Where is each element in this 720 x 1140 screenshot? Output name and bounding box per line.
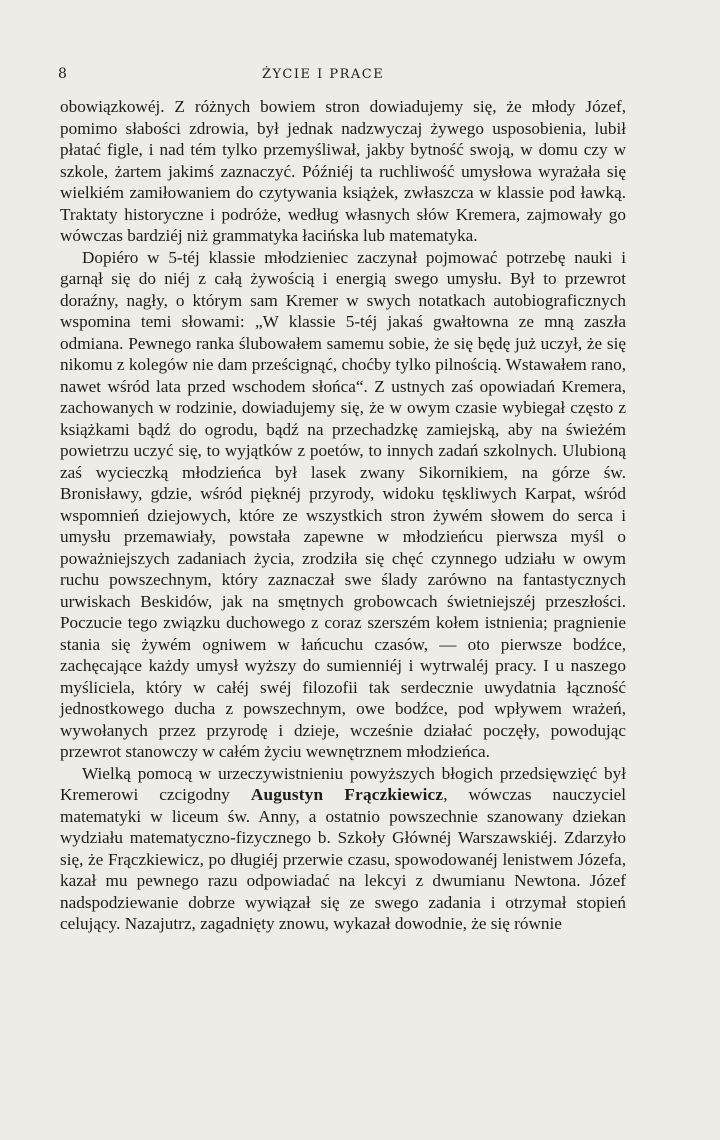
paragraph [60,763,626,935]
running-title: ŻYCIE I PRACE [262,67,385,82]
paragraph-text: , wówczas nauczyciel matematyki w liceum św. Anny, a ostatnio powszechnie szanowany dziekan wydziału matematyczno-fizycznego b. Szkoły Głównéj Warszawskiéj. Zdarzyło się, że Frączkiewicz, po długiéj przerwie czasu, spowodowanéj lenistwem Józefa, kazał mu pewnego razu odpowiadać na lekcyi z dwumianu Newtona. Józef nadspodziewanie dobrze wywiązał się ze swego zadania i otrzymał stopień celujący. Nazajutrz, zagadnięty znowu, wykazał dowodnie, że się równie [60,785,627,933]
paragraph-text: Wielką pomocą w urzeczywistnieniu powyższych błogich przedsięwzięć był Kremerowi czcigodny [60,763,626,804]
paragraph: Dopiéro w 5-téj klassie młodzieniec zaczynał pojmować potrzebę nauki i garnął się do niéj z całą żywością i energią swego umysłu. Był to przewrot doraźny, nagły, o którym sam Kremer w swych notatkach autobiograficznych wspomina temi słowami: „W klassie 5-téj jakaś gwałtowna ze mną zaszła odmiana. Pewnego ranka ślubowałem samemu sobie, że się będę już uczył, że się nikomu z kolegów nie dam prześcignąć, choćby tylko pilnością. Wstawałem rano, nawet wśród lata przed wschodem słońca“. Z ustnych zaś opowiadań Kremera, zachowanych w rodzinie, dowiadujemy się, że w owym czasie wybiegał często z książkami bądź do ogrodu, bądź na przechadzkę zamiejską, aby na świeżém powietrzu uczyć się, to wyjątków z poetów, to innych zadań szkolnych. Ulubioną zaś wycieczką młodzieńca był lasek zwany Sikornikiem, na górze św. Bronisławy, gdzie, wśród pięknéj przyrody, widoku tęskliwych Karpat, wśród wspomnień dziejowych, które ze wszystkich stron żywém słowem do serca i umysłu przemawiały, powstała zapewne w młodzieńcu pierwsza myśl o poważniejszych zadaniach życia, zrodziła się chęć czynnego udziału w owym ruchu powszechnym, który zaznaczał swe ślady zarówno na fantastycznych urwiskach Beskidów, jak na smętnych grobowcach świetniejszéj przeszłości. Poczucie tego związku duchowego z coraz szerszém kołem istnienia; pragnienie stania się żywém ogniwem w łańcuchu czasów, — oto pierwsze bodźce, zachęcające każdy umysł wyższy do sumienniéj i wytrwaléj pracy. I u naszego myśliciela, który w całéj swéj filozofii tak serdecznie uwydatnia łączność jednostkowego ducha z powszechnym, owe bodźce, pod wpływem wrażeń, wywołanych przez przyrodę i dzieje, wcześnie działać poczęły, powodując przewrot stanowczy w całém życiu wewnętrznem młodzieńca. [60,247,626,761]
paragraph: obowiązkowéj. Z różnych bowiem stron dowiadujemy się, że młody Józef, pomimo słabości zdrowia, był jednak nadzwyczaj żywego usposobienia, lubił płatać figle, i nad tém tylko przemyśliwał, jakby bytność swoją, w domu czy w szkole, żartem jakimś zaznaczyć. Późniéj ta ruchliwość umysłowa wyrażała się wielkiém zamiłowaniem do czytywania książek, zwłaszcza w klassie pod ławką. Traktaty historyczne i podróże, według własnych słów Kremera, zajmowały go wówczas bardziéj niż grammatyka łacińska lub matematyka. [60,97,626,245]
bold-person-name: Augustyn Frączkiewicz [250,785,444,804]
page-number: 8 [58,66,67,82]
page-header [0,62,720,86]
body-text [60,96,626,935]
